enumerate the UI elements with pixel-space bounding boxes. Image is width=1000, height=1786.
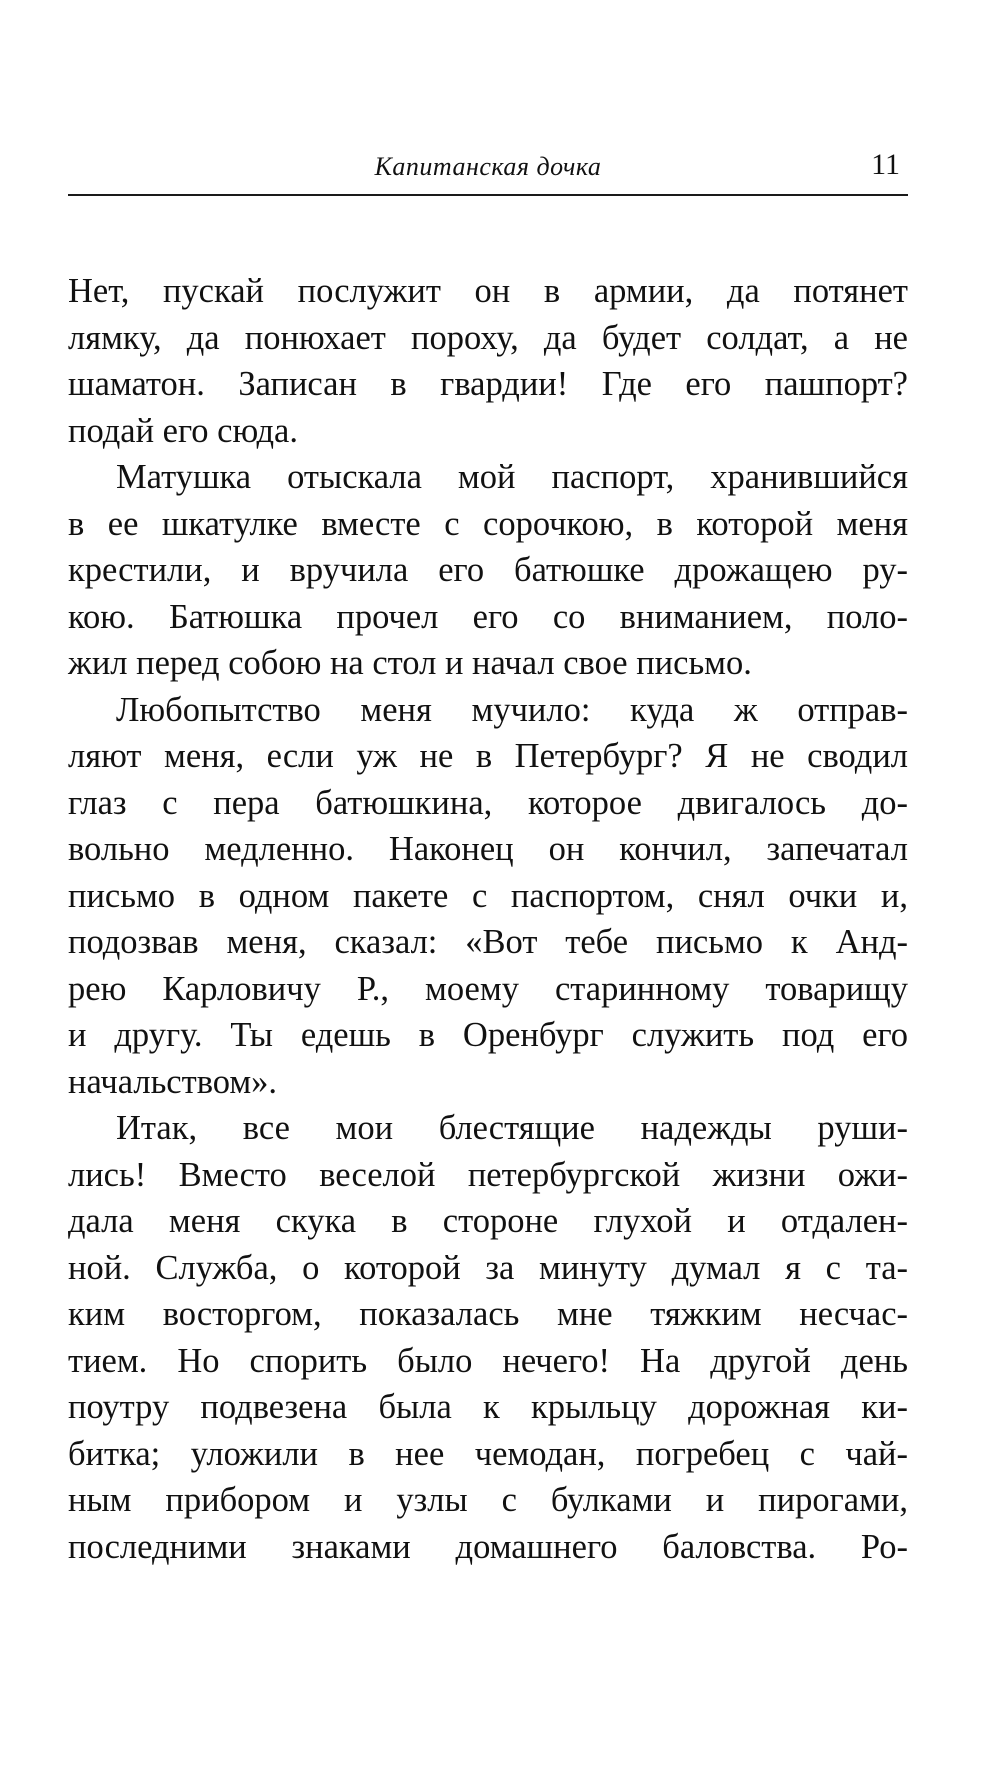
text-line: подай его сюда.	[68, 411, 298, 450]
text-line: глаз с пера батюшкина, которое двигалось до-	[68, 783, 908, 822]
text-line: дала меня скука в стороне глухой и отдален-	[68, 1202, 908, 1240]
text-line: и другу. Ты едешь в Оренбург служить под его	[68, 1016, 908, 1054]
text-line: тием. Но спорить было нечего! На другой день	[68, 1341, 908, 1380]
page-number: 11	[871, 148, 900, 181]
running-title: Капитанская дочка	[374, 152, 602, 181]
paragraph	[68, 1105, 908, 1570]
text-line: жил перед собою на стол и начал свое письмо.	[68, 644, 752, 682]
text-line: ляют меня, если уж не в Петербург? Я не сводил	[68, 737, 908, 775]
text-line: ким восторгом, показалась мне тяжким несчас-	[68, 1295, 908, 1333]
text-line: письмо в одном пакете с паспортом, снял очки и,	[68, 876, 908, 915]
text-line: в ее шкатулке вместе с сорочкою, в которой меня	[68, 504, 908, 543]
paragraph	[68, 687, 908, 1106]
text-line: Матушка отыскала мой паспорт, хранившийся	[116, 458, 908, 496]
text-line: рею Карловичу Р., моему старинному товарищу	[68, 969, 908, 1008]
text-line: ным прибором и узлы с булками и пирогами,	[68, 1481, 908, 1519]
text-line: кою. Батюшка прочел его со вниманием, поло-	[68, 597, 908, 636]
text-line: Нет, пускай послужит он в армии, да потянет	[68, 272, 908, 310]
text-line: битка; уложили в нее чемодан, погребец с чай-	[68, 1434, 908, 1473]
text-line: вольно медленно. Наконец он кончил, запечатал	[68, 830, 908, 868]
text-line: ной. Служба, о которой за минуту думал я с та-	[68, 1248, 908, 1287]
paragraph	[68, 268, 908, 454]
text-line: подозвав меня, сказал: «Вот тебе письмо к Анд-	[68, 923, 908, 961]
text-line: начальством».	[68, 1062, 278, 1101]
text-line: лись! Вместо веселой петербургской жизни ожи-	[68, 1155, 908, 1194]
running-header	[68, 148, 908, 196]
text-line: последними знаками домашнего баловства. Ро-	[68, 1527, 908, 1566]
paragraph	[68, 454, 908, 687]
text-line: лямку, да понюхает пороху, да будет солдат, а не	[68, 318, 908, 357]
text-line: Итак, все мои блестящие надежды руши-	[116, 1109, 908, 1147]
text-line: шаматон. Записан в гвардии! Где его пашпорт?	[68, 365, 908, 403]
text-line: Любопытство меня мучило: куда ж отправ-	[116, 690, 908, 729]
text-line: поутру подвезена была к крыльцу дорожная ки-	[68, 1388, 908, 1426]
body-text	[68, 268, 908, 1570]
text-line: крестили, и вручила его батюшке дрожащею ру-	[68, 551, 908, 589]
